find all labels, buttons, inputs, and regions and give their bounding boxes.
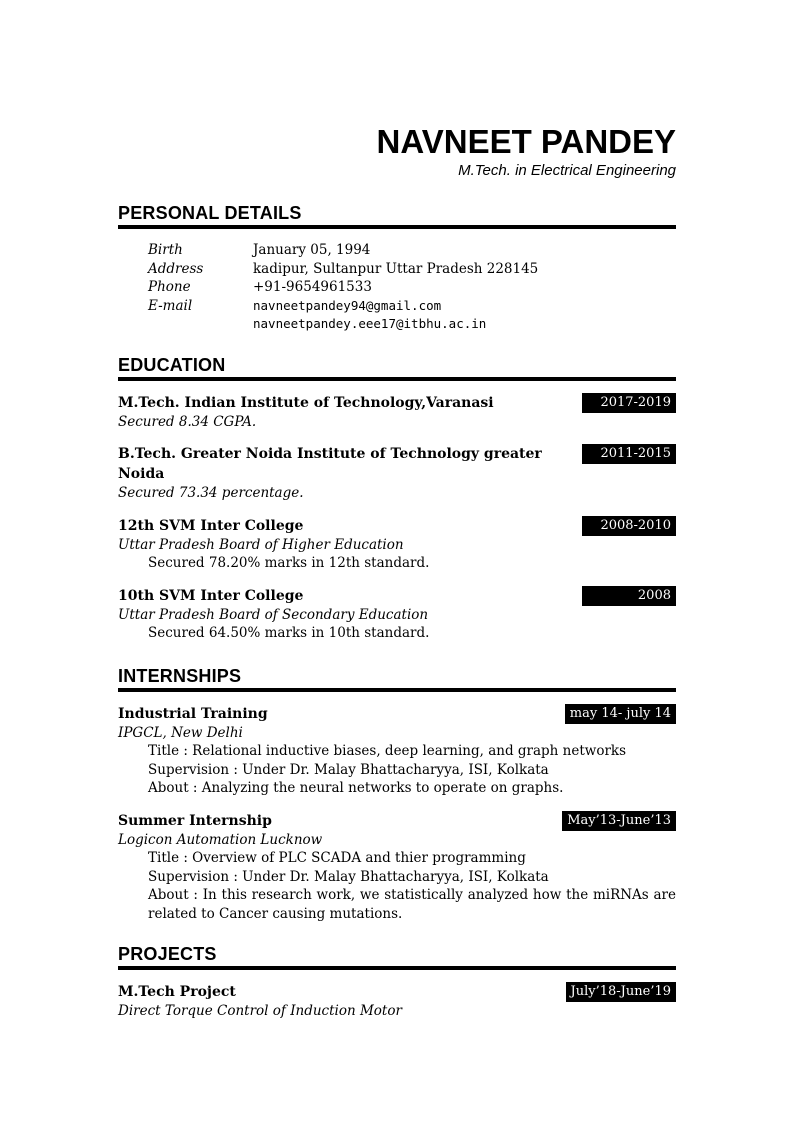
detail-label: Phone bbox=[148, 279, 191, 295]
entry-subtitle: Secured 8.34 CGPA. bbox=[118, 413, 257, 430]
entry-detail-supervision: Supervision : Under Dr. Malay Bhattacharyya, ISI, Kolkata bbox=[148, 761, 549, 778]
entry-head bbox=[118, 444, 676, 484]
internships-heading: INTERNSHIPS bbox=[118, 665, 242, 686]
date-badge: July’18-June’19 bbox=[566, 982, 676, 1002]
header bbox=[118, 124, 676, 180]
detail-row-phone bbox=[148, 278, 676, 297]
entry-detail-title: Title : Relational inductive biases, deep learning, and graph networks bbox=[148, 743, 627, 759]
personal-details-table bbox=[118, 241, 676, 334]
date-badge: may 14- july 14 bbox=[565, 704, 676, 724]
detail-row-birth bbox=[148, 241, 676, 260]
detail-label: E-mail bbox=[148, 297, 193, 314]
education-entry-mtech bbox=[118, 393, 676, 432]
entry-title: M.Tech. Indian Institute of Technology,Varanasi bbox=[118, 394, 494, 411]
entry-head bbox=[118, 586, 676, 606]
entry-detail-title: Title : Overview of PLC SCADA and thier programming bbox=[148, 850, 526, 866]
entry-subtitle: Uttar Pradesh Board of Secondary Education bbox=[118, 606, 429, 623]
section-internships bbox=[118, 667, 676, 924]
entry-organization: IPGCL, New Delhi bbox=[118, 724, 243, 741]
internship-entry-summer-internship bbox=[118, 811, 676, 924]
detail-value: +91-9654961533 bbox=[253, 279, 372, 295]
personal-details-heading: PERSONAL DETAILS bbox=[118, 203, 302, 223]
section-rule bbox=[118, 966, 676, 970]
internship-entry-industrial-training bbox=[118, 704, 676, 798]
email-primary: navneetpandey94@gmail.com bbox=[253, 297, 442, 313]
entry-head bbox=[118, 982, 676, 1002]
section-projects bbox=[118, 945, 676, 1021]
entry-title: M.Tech Project bbox=[118, 984, 236, 1000]
entry-title: Summer Internship bbox=[118, 812, 272, 829]
date-badge: May’13-June’13 bbox=[562, 811, 676, 831]
section-rule bbox=[118, 225, 676, 229]
entry-head bbox=[118, 516, 676, 536]
entry-title: 10th SVM Inter College bbox=[118, 587, 304, 604]
entry-title: 12th SVM Inter College bbox=[118, 517, 304, 534]
education-entry-10th bbox=[118, 586, 676, 643]
entry-subtitle: Secured 73.34 percentage. bbox=[118, 485, 304, 501]
entry-organization: Logicon Automation Lucknow bbox=[118, 831, 323, 848]
date-badge: 2008-2010 bbox=[582, 516, 676, 536]
date-badge: 2011-2015 bbox=[582, 444, 676, 464]
detail-value: January 05, 1994 bbox=[253, 242, 371, 258]
detail-label: Birth bbox=[148, 242, 183, 258]
email-secondary: navneetpandey.eee17@itbhu.ac.in bbox=[253, 316, 487, 331]
education-entry-btech bbox=[118, 444, 676, 503]
projects-heading: PROJECTS bbox=[118, 944, 217, 964]
section-education bbox=[118, 356, 676, 643]
resume-content bbox=[118, 0, 676, 1021]
entry-detail-supervision: Supervision : Under Dr. Malay Bhattacharyya, ISI, Kolkata bbox=[148, 868, 549, 885]
education-heading: EDUCATION bbox=[118, 354, 226, 375]
detail-value: kadipur, Sultanpur Uttar Pradesh 228145 bbox=[253, 260, 539, 277]
detail-value-group bbox=[253, 297, 486, 334]
entry-detail: Secured 64.50% marks in 10th standard. bbox=[148, 625, 430, 641]
education-entry-12th bbox=[118, 516, 676, 573]
entry-subtitle: Direct Torque Control of Induction Motor bbox=[118, 1003, 402, 1019]
date-badge: 2017-2019 bbox=[582, 393, 676, 413]
detail-row-address bbox=[148, 260, 676, 279]
section-rule bbox=[118, 688, 676, 692]
section-personal-details bbox=[118, 204, 676, 334]
entry-head bbox=[118, 704, 676, 724]
entry-detail: Secured 78.20% marks in 12th standard. bbox=[148, 555, 430, 571]
date-badge: 2008 bbox=[582, 586, 676, 606]
candidate-name: NAVNEET PANDEY bbox=[376, 123, 676, 160]
candidate-degree-subtitle: M.Tech. in Electrical Engineering bbox=[458, 162, 676, 179]
entry-detail-about: About : Analyzing the neural networks to operate on graphs. bbox=[148, 780, 564, 796]
entry-head bbox=[118, 811, 676, 831]
entry-title: Industrial Training bbox=[118, 705, 268, 722]
detail-label: Address bbox=[148, 260, 204, 277]
entry-head bbox=[118, 393, 676, 413]
entry-subtitle: Uttar Pradesh Board of Higher Education bbox=[118, 536, 404, 553]
section-rule bbox=[118, 377, 676, 381]
entry-title: B.Tech. Greater Noida Institute of Technology greater Noida bbox=[118, 446, 542, 482]
detail-row-email bbox=[148, 297, 676, 334]
project-entry-mtech-project bbox=[118, 982, 676, 1021]
entry-detail-about: About : In this research work, we statistically analyzed how the miRNAs are related to Cancer causing mutations. bbox=[148, 887, 676, 922]
